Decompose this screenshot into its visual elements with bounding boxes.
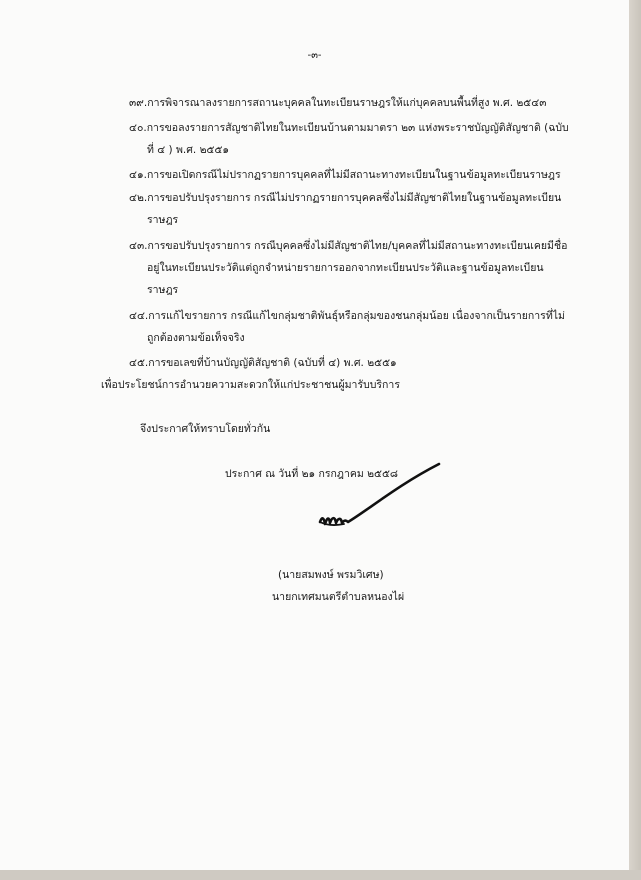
signer-name: (นายสมพงษ์ พรมวิเศษ) (278, 569, 384, 581)
item-number: ๔๐. (129, 122, 147, 134)
page-edge-bottom (0, 870, 641, 880)
item-continuation: ถูกต้องตามข้อเท็จจริง (147, 332, 245, 344)
item-text: การขอลงรายการสัญชาติไทยในทะเบียนบ้านตามมาตรา ๒๓ แห่งพระราชบัญญัติสัญชาติ (ฉบับ (146, 122, 569, 134)
item-continuation: ที่ ๔ ) พ.ศ. ๒๕๕๑ (147, 144, 230, 156)
item-continuation: ราษฎร (147, 214, 179, 226)
item-text: การพิจารณาลงรายการสถานะบุคคลในทะเบียนราษฎรให้แก่บุคคลบนพื้นที่สูง พ.ศ. ๒๕๔๓ (147, 97, 547, 109)
list-item (129, 305, 565, 327)
list-item (129, 235, 567, 257)
item-text: การแก้ไขรายการ กรณีแก้ไขกลุ่มชาติพันธุ์หรือกลุ่มของชนกลุ่มน้อย เนื่องจากเป็นรายการที่ไม่ (148, 310, 565, 322)
item-continuation: อยู่ในทะเบียนประวัติแต่ถูกจำหน่ายรายการออกจากทะเบียนประวัติและฐานข้อมูลทะเบียน (147, 262, 544, 274)
item-text: การขอเลขที่บ้านบัญญัติสัญชาติ (ฉบับที่ ๔) พ.ศ. ๒๕๕๑ (148, 357, 397, 369)
signature-image (318, 460, 448, 540)
list-item (129, 117, 569, 139)
list-item (129, 92, 546, 114)
page-number: -๓- (307, 50, 322, 61)
item-number: ๔๒. (129, 192, 148, 204)
announcement-line: จึงประกาศให้ทราบโดยทั่วกัน (140, 423, 271, 435)
signer-title: นายกเทศมนตรีตำบลหนองไผ่ (272, 591, 405, 603)
item-number: ๔๕. (129, 357, 149, 369)
item-number: ๔๑. (129, 169, 147, 181)
item-text: การขอปรับปรุงรายการ กรณีบุคคลซึ่งไม่มีสัญชาติไทย/บุคคลที่ไม่มีสถานะทางทะเบียนเคยมีชื่อ (147, 240, 568, 252)
list-item (129, 187, 561, 209)
list-item (129, 164, 561, 186)
purpose-statement: เพื่อประโยชน์การอำนวยความสะดวกให้แก่ประชาชนผู้มารับบริการ (101, 379, 400, 391)
item-number: ๔๔. (129, 310, 149, 322)
page-edge-right (629, 0, 641, 880)
list-item (129, 352, 397, 374)
item-number: ๓๙. (129, 97, 148, 109)
item-continuation: ราษฎร (147, 284, 179, 296)
announcement-date: ประกาศ ณ วันที่ ๒๑ กรกฎาคม ๒๕๕๘ (225, 468, 399, 480)
item-text: การขอปรับปรุงรายการ กรณีไม่ปรากฏรายการบุคคลซึ่งไม่มีสัญชาติไทยในฐานข้อมูลทะเบียน (147, 192, 562, 204)
item-text: การขอเปิดกรณีไม่ปรากฏรายการบุคคลที่ไม่มีสถานะทางทะเบียนในฐานข้อมูลทะเบียนราษฎร (146, 169, 561, 181)
item-number: ๔๓. (129, 240, 148, 252)
